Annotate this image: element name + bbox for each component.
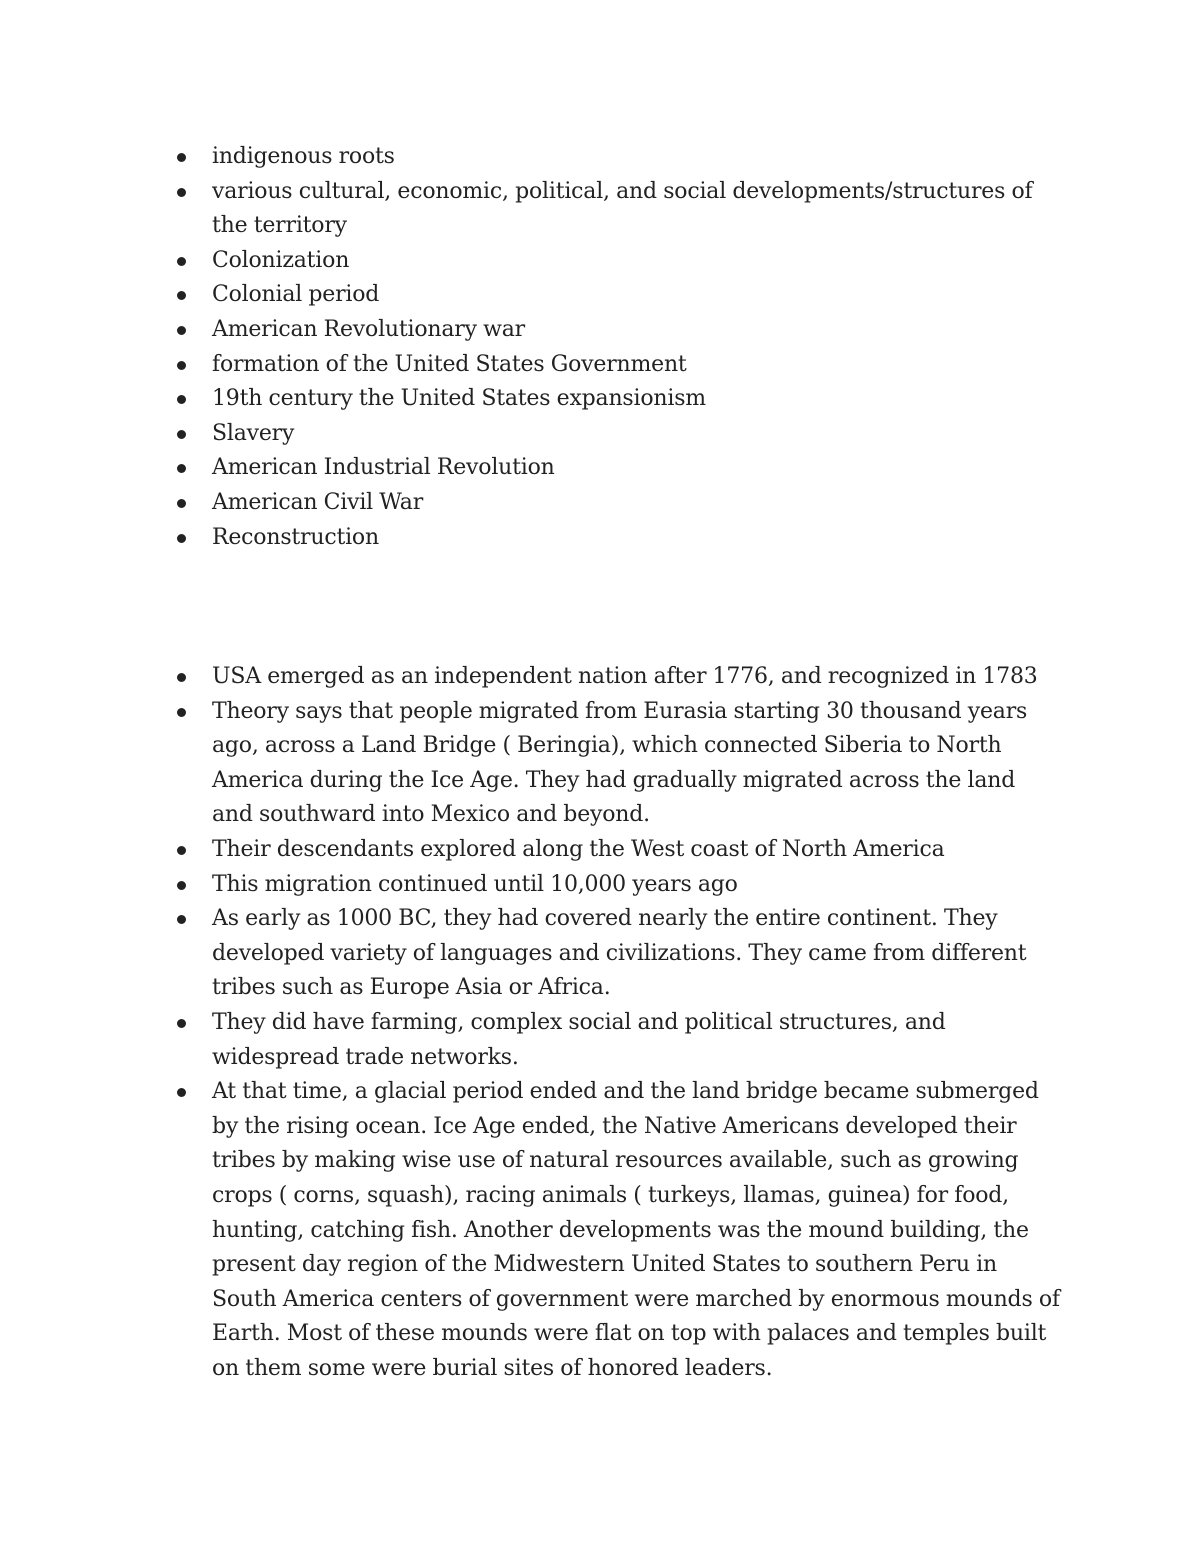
list-item: indigenous roots <box>212 140 1062 175</box>
list-item: 19th century the United States expansionism <box>212 382 1062 417</box>
list-item: American Revolutionary war <box>212 313 1062 348</box>
list-item: Reconstruction <box>212 521 1062 556</box>
list-item: Colonization <box>212 244 1062 279</box>
list-item: Colonial period <box>212 278 1062 313</box>
topics-list <box>212 140 1062 555</box>
list-item: USA emerged as an independent nation after 1776, and recognized in 1783 <box>212 660 1062 695</box>
list-item: Their descendants explored along the West coast of North America <box>212 833 1062 868</box>
list-item: This migration continued until 10,000 years ago <box>212 868 1062 903</box>
list-item: At that time, a glacial period ended and the land bridge became submerged by the rising ocean. Ice Age ended, the Native Americans developed their tribes by making wise use of natural resources available, such as growing crops ( corns, squash), racing animals ( turkeys, llamas, guinea) for food, hunting, catching fish. Another developments was the mound building, the present day region of the Midwestern United States to southern Peru in South America centers of government were marched by enormous mounds of Earth. Most of these mounds were flat on top with palaces and temples built on them some were burial sites of honored leaders. <box>212 1075 1062 1386</box>
list-item: Theory says that people migrated from Eurasia starting 30 thousand years ago, across a Land Bridge ( Beringia), which connected Siberia to North America during the Ice Age. They had gradually migrated across the land and southward into Mexico and beyond. <box>212 695 1062 833</box>
list-item: They did have farming, complex social and political structures, and widespread trade networks. <box>212 1006 1062 1075</box>
list-item: various cultural, economic, political, and social developments/structures of the territory <box>212 175 1062 244</box>
list-item: formation of the United States Government <box>212 348 1062 383</box>
list-item: American Industrial Revolution <box>212 451 1062 486</box>
notes-list <box>212 660 1062 1386</box>
list-item: American Civil War <box>212 486 1062 521</box>
list-item: As early as 1000 BC, they had covered nearly the entire continent. They developed variety of languages and civilizations. They came from different tribes such as Europe Asia or Africa. <box>212 902 1062 1006</box>
list-item: Slavery <box>212 417 1062 452</box>
